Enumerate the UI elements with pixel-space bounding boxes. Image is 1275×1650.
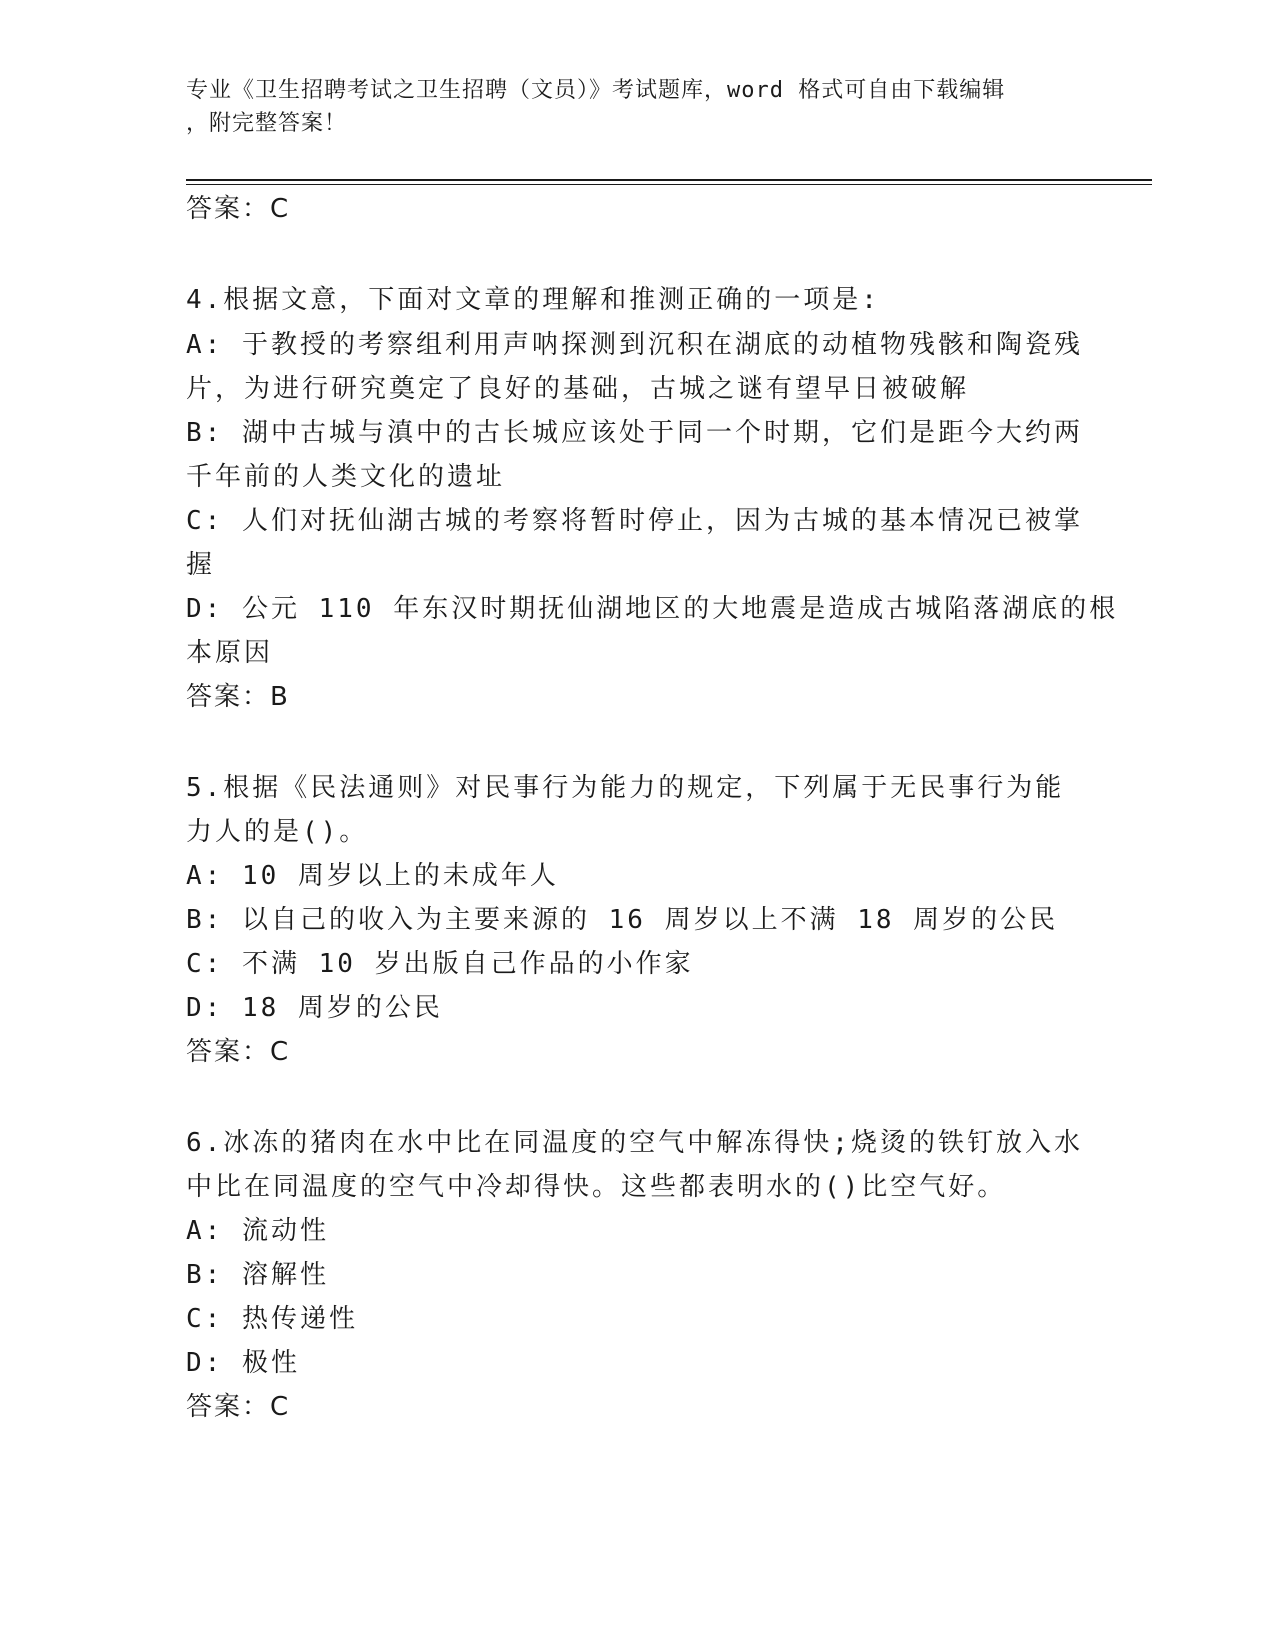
q4-question: 4.根据文意，下面对文章的理解和推测正确的一项是:: [186, 285, 880, 315]
header-line-2: ，附完整答案！: [186, 111, 348, 136]
q5-option-a: A: 10 周岁以上的未成年人: [186, 861, 559, 891]
q5-option-d: D: 18 周岁的公民: [186, 993, 443, 1023]
q4-option-c-line2: 握: [186, 550, 216, 580]
q4-option-b-line1: B: 湖中古城与滇中的古长城应该处于同一个时期，它们是距今大约两: [186, 418, 1083, 448]
document-header: [186, 74, 1066, 140]
q5-option-c: C: 不满 10 岁出版自己作品的小作家: [186, 949, 694, 979]
q6-option-c: C: 热传递性: [186, 1304, 358, 1334]
previous-answer: 答案：C: [186, 194, 291, 224]
q5-question-line1: 5.根据《民法通则》对民事行为能力的规定，下列属于无民事行为能: [186, 773, 1065, 803]
q6-question-line1: 6.冰冻的猪肉在水中比在同温度的空气中解冻得快;烧烫的铁钉放入水: [186, 1128, 1083, 1158]
header-rule-thick: [186, 179, 1152, 181]
q5-option-b: B: 以自己的收入为主要来源的 16 周岁以上不满 18 周岁的公民: [186, 905, 1059, 935]
q5-answer: 答案：C: [186, 1037, 291, 1067]
q6-option-d: D: 极性: [186, 1348, 300, 1378]
q4-option-a-line1: A: 于教授的考察组利用声呐探测到沉积在湖底的动植物残骸和陶瓷残: [186, 330, 1083, 360]
header-rule-thin: [186, 184, 1152, 185]
q4-option-b-line2: 千年前的人类文化的遗址: [186, 462, 506, 492]
q6-answer: 答案：C: [186, 1392, 291, 1422]
q4-option-c-line1: C: 人们对抚仙湖古城的考察将暂时停止，因为古城的基本情况已被掌: [186, 506, 1083, 536]
q4-option-a-line2: 片，为进行研究奠定了良好的基础，古城之谜有望早日被破解: [186, 374, 970, 404]
q5-question-line2: 力人的是()。: [186, 817, 369, 847]
q6-question-line2: 中比在同温度的空气中冷却得快。这些都表明水的()比空气好。: [186, 1172, 1007, 1202]
q4-answer: 答案：B: [186, 682, 290, 712]
q4-option-d-line2: 本原因: [186, 638, 274, 668]
header-line-1: 专业《卫生招聘考试之卫生招聘（文员）》考试题库，word 格式可自由下载编辑: [186, 78, 1006, 103]
q6-option-a: A: 流动性: [186, 1216, 329, 1246]
q4-option-d-line1: D: 公元 110 年东汉时期抚仙湖地区的大地震是造成古城陷落湖底的根: [186, 594, 1119, 624]
q6-option-b: B: 溶解性: [186, 1260, 329, 1290]
